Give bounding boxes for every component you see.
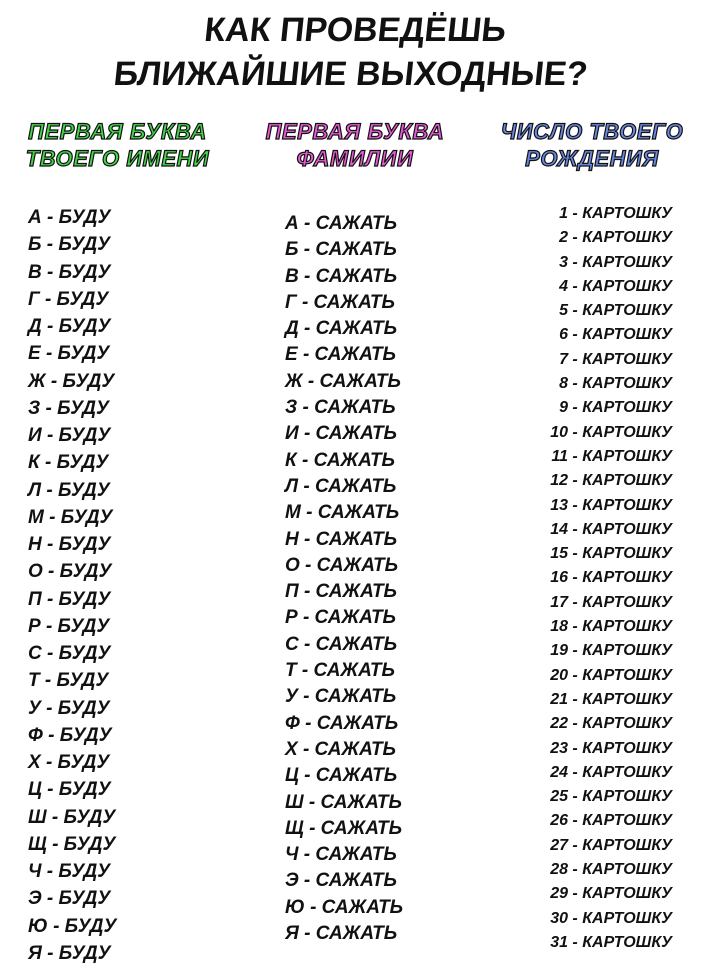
first-name-item: У - БУДУ [28, 697, 110, 719]
first-name-item: Х - БУДУ [28, 752, 110, 773]
last-name-list [285, 211, 403, 947]
birthday-item: 11 - КАРТОШКУ [551, 447, 672, 465]
birthday-item: 28 - КАРТОШКУ [550, 861, 672, 879]
last-name-item: П - САЖАТЬ [285, 581, 397, 603]
last-name-item: Н - САЖАТЬ [285, 528, 398, 550]
last-name-item: Б - САЖАТЬ [285, 239, 397, 261]
first-name-item: А - БУДУ [28, 207, 111, 228]
first-name-item: И - БУДУ [28, 425, 111, 446]
last-name-item: У - САЖАТЬ [285, 686, 397, 708]
last-name-item: З - САЖАТЬ [285, 397, 396, 419]
last-name-item: Т - САЖАТЬ [285, 660, 395, 682]
birthday-item: 12 - КАРТОШКУ [550, 472, 672, 490]
last-name-item: Ц - САЖАТЬ [285, 765, 398, 787]
first-name-item: Г - БУДУ [28, 288, 109, 310]
page-title [0, 8, 706, 96]
first-name-item: Ч - БУДУ [28, 861, 111, 882]
first-name-item: Ж - БУДУ [28, 370, 115, 392]
birthday-item: 29 - КАРТОШКУ [550, 885, 672, 903]
header-birthday-line-2: РОЖДЕНИЯ [525, 146, 659, 171]
birthday-item: 15 - КАРТОШКУ [550, 545, 672, 563]
last-name-item: Ф - САЖАТЬ [285, 712, 399, 734]
last-name-item: М - САЖАТЬ [285, 502, 400, 524]
first-name-item: Д - БУДУ [28, 316, 111, 337]
birthday-item: 16 - КАРТОШКУ [550, 569, 672, 587]
header-first-name-line-1: ПЕРВАЯ БУКВА [28, 119, 207, 144]
first-name-item: Ц - БУДУ [28, 779, 111, 801]
last-name-item: Ж - САЖАТЬ [285, 370, 401, 392]
birthday-item: 8 - КАРТОШКУ [559, 375, 672, 393]
birthday-item: 14 - КАРТОШКУ [550, 520, 672, 538]
last-name-item: Е - САЖАТЬ [285, 344, 397, 366]
first-name-item: Я - БУДУ [28, 942, 111, 964]
birthday-item: 13 - КАРТОШКУ [550, 496, 672, 514]
birthday-item: 31 - КАРТОШКУ [550, 933, 672, 951]
last-name-item: Ш - САЖАТЬ [285, 791, 402, 813]
last-name-item: В - САЖАТЬ [285, 265, 398, 287]
birthday-item: 3 - КАРТОШКУ [559, 253, 672, 271]
first-name-item: Э - БУДУ [28, 888, 111, 910]
first-name-item: Е - БУДУ [28, 343, 110, 365]
first-name-item: Т - БУДУ [28, 670, 109, 692]
first-name-item: К - БУДУ [28, 452, 109, 474]
last-name-item: Р - САЖАТЬ [285, 607, 397, 629]
first-name-item: В - БУДУ [28, 261, 111, 283]
birthday-item: 7 - КАРТОШКУ [559, 350, 672, 368]
header-last-name-line-2: ФАМИЛИИ [296, 146, 414, 171]
birthday-item: 17 - КАРТОШКУ [550, 593, 672, 611]
last-name-item: О - САЖАТЬ [285, 554, 399, 576]
birthday-item: 4 - КАРТОШКУ [559, 277, 672, 295]
first-name-item: Л - БУДУ [28, 479, 110, 501]
header-birthday [478, 118, 706, 172]
first-name-item: Р - БУДУ [28, 615, 110, 637]
first-name-item: З - БУДУ [28, 397, 109, 419]
birthday-item: 27 - КАРТОШКУ [550, 836, 672, 854]
title-line-1: КАК ПРОВЕДЁШЬ [202, 11, 509, 49]
first-name-item: М - БУДУ [28, 506, 113, 528]
birthday-item: 1 - КАРТОШКУ [559, 205, 672, 222]
header-first-name-line-2: ТВОЕГО ИМЕНИ [25, 146, 210, 171]
last-name-item: Ю - САЖАТЬ [285, 896, 404, 918]
last-name-item: С - САЖАТЬ [285, 633, 398, 655]
first-name-item: С - БУДУ [28, 643, 111, 664]
first-name-item: Ю - БУДУ [28, 915, 117, 937]
birthday-item: 26 - КАРТОШКУ [550, 812, 672, 830]
last-name-item: Щ - САЖАТЬ [285, 817, 403, 839]
header-last-name-line-1: ПЕРВАЯ БУКВА [265, 119, 445, 144]
first-name-item: Б - БУДУ [28, 234, 111, 256]
last-name-item: Ч - САЖАТЬ [285, 844, 397, 866]
first-name-item: О - БУДУ [28, 561, 112, 583]
header-first-name [0, 118, 235, 172]
first-name-item: П - БУДУ [28, 588, 111, 610]
first-name-item: Н - БУДУ [28, 534, 111, 555]
last-name-item: Л - САЖАТЬ [285, 475, 397, 497]
birthday-item: 18 - КАРТОШКУ [550, 618, 672, 636]
last-name-item: Г - САЖАТЬ [285, 291, 395, 313]
birthday-item: 5 - КАРТОШКУ [559, 302, 672, 320]
last-name-item: Э - САЖАТЬ [285, 870, 397, 892]
last-name-item: Д - САЖАТЬ [285, 318, 398, 340]
birthday-item: 19 - КАРТОШКУ [550, 642, 672, 660]
birthday-item: 30 - КАРТОШКУ [550, 909, 672, 927]
last-name-item: К - САЖАТЬ [285, 449, 396, 471]
first-name-list [28, 204, 116, 967]
first-name-item: Щ - БУДУ [28, 833, 116, 855]
birthday-item: 2 - КАРТОШКУ [559, 229, 672, 247]
birthday-item: 22 - КАРТОШКУ [550, 715, 672, 733]
birthday-item: 25 - КАРТОШКУ [550, 788, 672, 806]
birthday-item: 24 - КАРТОШКУ [550, 763, 672, 781]
birthday-list [532, 202, 672, 955]
header-last-name [246, 118, 464, 172]
birthday-item: 6 - КАРТОШКУ [559, 326, 672, 344]
last-name-item: Х - САЖАТЬ [285, 738, 397, 760]
birthday-item: 23 - КАРТОШКУ [550, 739, 672, 757]
birthday-item: 10 - КАРТОШКУ [550, 423, 672, 441]
title-line-2: БЛИЖАЙШИЕ ВЫХОДНЫЕ? [111, 55, 590, 93]
first-name-item: Ш - БУДУ [28, 806, 116, 828]
birthday-item: 21 - КАРТОШКУ [550, 690, 672, 708]
birthday-item: 9 - КАРТОШКУ [559, 399, 672, 417]
last-name-item: Я - САЖАТЬ [285, 923, 398, 945]
birthday-item: 20 - КАРТОШКУ [550, 666, 672, 684]
last-name-item: А - САЖАТЬ [285, 213, 398, 234]
first-name-item: Ф - БУДУ [28, 724, 112, 746]
last-name-item: И - САЖАТЬ [285, 423, 397, 445]
header-birthday-line-1: ЧИСЛО ТВОЕГО [500, 119, 684, 144]
